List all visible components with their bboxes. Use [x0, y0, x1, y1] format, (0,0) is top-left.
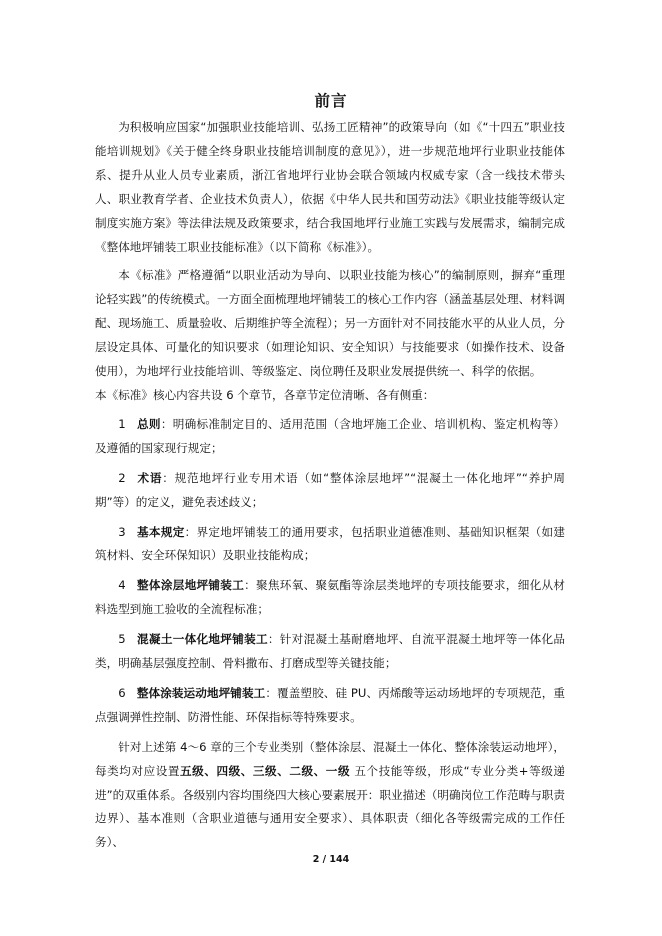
- closing-text-b: 五个技能等级，形成“专业分类+等级递进”的双重体系。各级别内容均围绕四大核心要素展开：职业描述（明确岗位工作范畴与职责边界）、基本准则（含职业道德与通用安全要求）、具体职责（细化各等级需完成的工作任务）、: [95, 763, 565, 850]
- chapter-item: [95, 467, 565, 515]
- chapter-description: ：覆盖塑胶、硅 PU、丙烯酸等运动场地坪的专项规范，重点强调弹性控制、防滑性能、环保指标等特殊要求。: [95, 685, 565, 724]
- chapter-number: 4: [118, 578, 126, 593]
- chapter-term: 总则: [136, 416, 161, 431]
- chapter-item: [95, 413, 565, 461]
- page-number: 2 / 144: [312, 854, 350, 865]
- chapter-description: ：针对混凝土基耐磨地坪、自流平混凝土地坪等一体化品类，明确基层强度控制、骨料撒布、打磨成型等关键技能；: [95, 632, 565, 671]
- chapter-item: [95, 521, 565, 569]
- chapter-item: [95, 628, 565, 676]
- chapter-description: ：聚焦环氧、聚氨酯等涂层类地坪的专项技能要求，细化从材料选型到施工验收的全流程标准；: [95, 578, 565, 617]
- skill-levels: 五级、四级、三级、二级、一级: [180, 763, 351, 778]
- chapter-number: 1: [118, 416, 126, 431]
- chapter-description: ：界定地坪铺装工的通用要求，包括职业道德准则、基础知识框架（如建筑材料、安全环保知识）及职业技能构成；: [95, 524, 565, 563]
- chapter-item: [95, 682, 565, 730]
- chapter-term: 整体涂装运动地坪铺装工: [136, 685, 266, 700]
- intro-paragraph-3: 本《标准》核心内容共设 6 个章节，各章节定位清晰、各有侧重：: [95, 387, 435, 402]
- chapter-description: ：规范地坪行业专用术语（如“整体涂层地坪”“混凝土一体化地坪”“养护周期”等）的定义，避免表述歧义；: [95, 470, 565, 509]
- chapter-term: 混凝土一体化地坪铺装工: [136, 632, 268, 647]
- chapter-term: 术语: [136, 470, 163, 485]
- chapter-term: 整体涂层地坪铺装工: [136, 578, 245, 593]
- intro-paragraph-2: 本《标准》严格遵循“以职业活动为导向、以职业技能为核心”的编制原则，摒弃“重理论轻实践”的传统模式。一方面全面梳理地坪铺装工的核心工作内容（涵盖基层处理、材料调配、现场施工、质量验收、后期维护等全流程）；另一方面针对不同技能水平的从业人员，分层设定具体、可量化的知识要求（如理论知识、安全知识）与技能要求（如操作技术、设备使用），为地坪行业技能培训、等级鉴定、岗位聘任及职业发展提供统一、科学的依据。: [95, 268, 565, 379]
- document-body: [95, 116, 565, 855]
- page-title: 前言: [314, 92, 348, 110]
- chapter-number: 6: [118, 685, 126, 700]
- chapter-number: 5: [118, 632, 126, 647]
- chapter-term: 基本规定: [136, 524, 185, 539]
- chapter-description: ：明确标准制定目的、适用范围（含地坪施工企业、培训机构、鉴定机构等）及遵循的国家现行规定；: [95, 416, 565, 455]
- closing-paragraph: [95, 736, 565, 856]
- intro-paragraph-1: 为积极响应国家“加强职业技能培训、弘扬工匠精神”的政策导向（如《“十四五”职业技能培训规划》《关于健全终身职业技能培训制度的意见》），进一步规范地坪行业职业技能体系、提升从业人员专业素质，浙江省地坪行业协会联合领域内权威专家（含一线技术带头人、职业教育学者、企业技术负责人），依据《中华人民共和国劳动法》《职业技能等级认定制度实施方案》等法律法规及政策要求，结合我国地坪行业施工实践与发展需求，编制完成《整体地坪铺装工职业技能标准》（以下简称《标准》）。: [95, 120, 565, 254]
- chapter-number: 2: [118, 470, 126, 485]
- chapter-number: 3: [118, 524, 126, 539]
- closing-text-a: 针对上述第 4～6 章的三个专业类别（整体涂层、混凝土一体化、整体涂装运动地坪），每类均对应设置: [95, 739, 565, 778]
- chapter-list: [95, 413, 565, 730]
- chapter-item: [95, 574, 565, 622]
